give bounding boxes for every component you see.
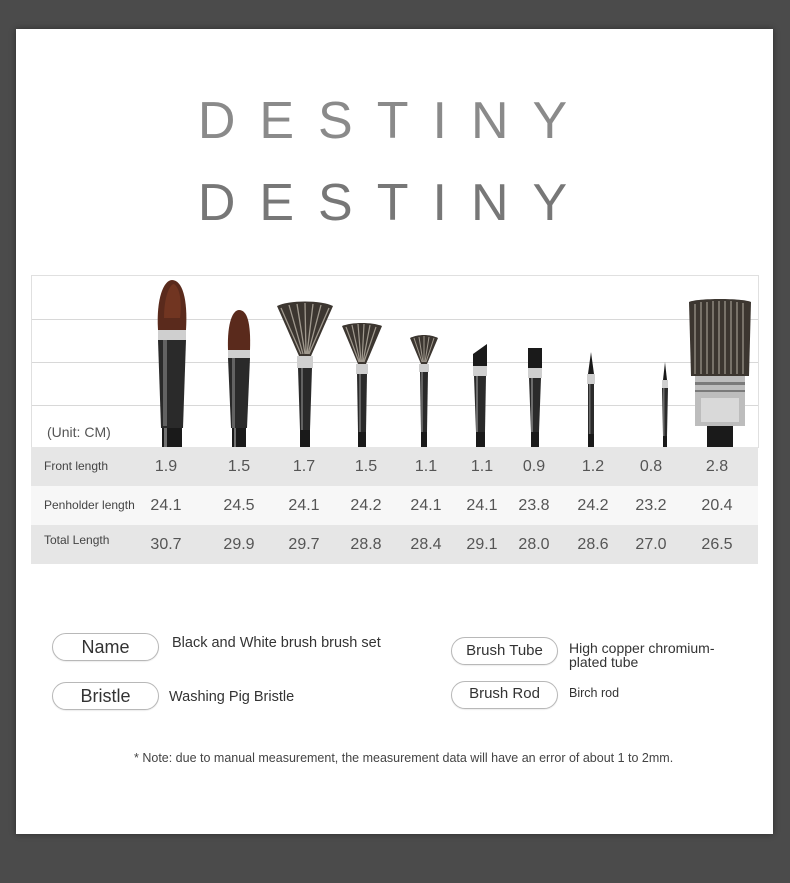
table-row bbox=[31, 525, 758, 564]
table-cell: 28.0 bbox=[518, 536, 550, 553]
table-cell: 1.2 bbox=[581, 458, 605, 475]
brush-1-icon bbox=[150, 278, 194, 448]
table-cell: 24.1 bbox=[410, 497, 442, 514]
unit-label: (Unit: CM) bbox=[47, 424, 111, 440]
brush-4-icon bbox=[340, 322, 384, 448]
table-cell: 26.5 bbox=[701, 536, 733, 553]
table-row bbox=[31, 486, 758, 525]
table-cell: 1.7 bbox=[292, 458, 316, 475]
brush-8-icon bbox=[582, 350, 600, 448]
brand-text: DESTINY bbox=[197, 92, 592, 150]
product-spec-card bbox=[16, 29, 773, 834]
gridline bbox=[32, 362, 758, 363]
table-cell: 24.2 bbox=[577, 497, 609, 514]
brand-logo-reflection: DESTINY bbox=[197, 174, 592, 232]
table-cell: 28.8 bbox=[350, 536, 382, 553]
measurement-table bbox=[31, 447, 758, 564]
table-cell: 28.6 bbox=[577, 536, 609, 553]
table-cell: 1.5 bbox=[227, 458, 251, 475]
brush-7-icon bbox=[524, 346, 546, 448]
gridline bbox=[32, 405, 758, 406]
table-cell: 1.1 bbox=[414, 458, 438, 475]
brush-3-icon bbox=[275, 300, 335, 448]
table-cell: 1.1 bbox=[470, 458, 494, 475]
table-cell: 0.9 bbox=[522, 458, 546, 475]
brush-6-icon bbox=[469, 342, 493, 448]
brush-illustration-panel bbox=[31, 275, 759, 448]
brush-5-icon bbox=[408, 334, 440, 448]
brush-9-icon bbox=[657, 360, 673, 448]
table-cell: 30.7 bbox=[150, 536, 182, 553]
gridline bbox=[32, 319, 758, 320]
spec-value-tube: High copper chromium-plated tube bbox=[569, 640, 715, 670]
row-label: Front length bbox=[44, 459, 109, 473]
brand-logo-top bbox=[16, 81, 773, 150]
table-cell: 2.8 bbox=[705, 458, 729, 475]
brush-2-icon bbox=[223, 308, 255, 448]
table-cell: 29.9 bbox=[223, 536, 255, 553]
table-cell: 24.1 bbox=[466, 497, 498, 514]
table-cell: 29.1 bbox=[466, 536, 498, 553]
spec-label-rod: Brush Rod bbox=[451, 681, 558, 709]
table-row bbox=[31, 447, 758, 486]
table-cell: 27.0 bbox=[635, 536, 667, 553]
spec-value-name: Black and White brush brush set bbox=[172, 635, 381, 651]
table-cell: 24.1 bbox=[150, 497, 182, 514]
table-cell: 23.2 bbox=[635, 497, 667, 514]
row-label: Total Length bbox=[44, 533, 110, 547]
row-label: Penholder length bbox=[44, 498, 135, 512]
brush-10-icon bbox=[687, 298, 753, 448]
table-cell: 1.5 bbox=[354, 458, 378, 475]
table-cell: 1.9 bbox=[154, 458, 178, 475]
table-cell: 28.4 bbox=[410, 536, 442, 553]
measurement-note: * Note: due to manual measurement, the measurement data will have an error of about 1 to 2mm. bbox=[134, 751, 674, 765]
spec-value-bristle: Washing Pig Bristle bbox=[169, 689, 295, 705]
table-cell: 29.7 bbox=[288, 536, 320, 553]
table-cell: 0.8 bbox=[639, 458, 663, 475]
spec-label-tube: Brush Tube bbox=[451, 637, 558, 665]
table-cell: 24.5 bbox=[223, 497, 255, 514]
table-cell: 24.2 bbox=[350, 497, 382, 514]
spec-value-rod: Birch rod bbox=[569, 686, 620, 700]
spec-label-name: Name bbox=[52, 633, 159, 661]
table-cell: 23.8 bbox=[518, 497, 550, 514]
table-cell: 24.1 bbox=[288, 497, 320, 514]
spec-label-bristle: Bristle bbox=[52, 682, 159, 710]
table-cell: 20.4 bbox=[701, 497, 733, 514]
